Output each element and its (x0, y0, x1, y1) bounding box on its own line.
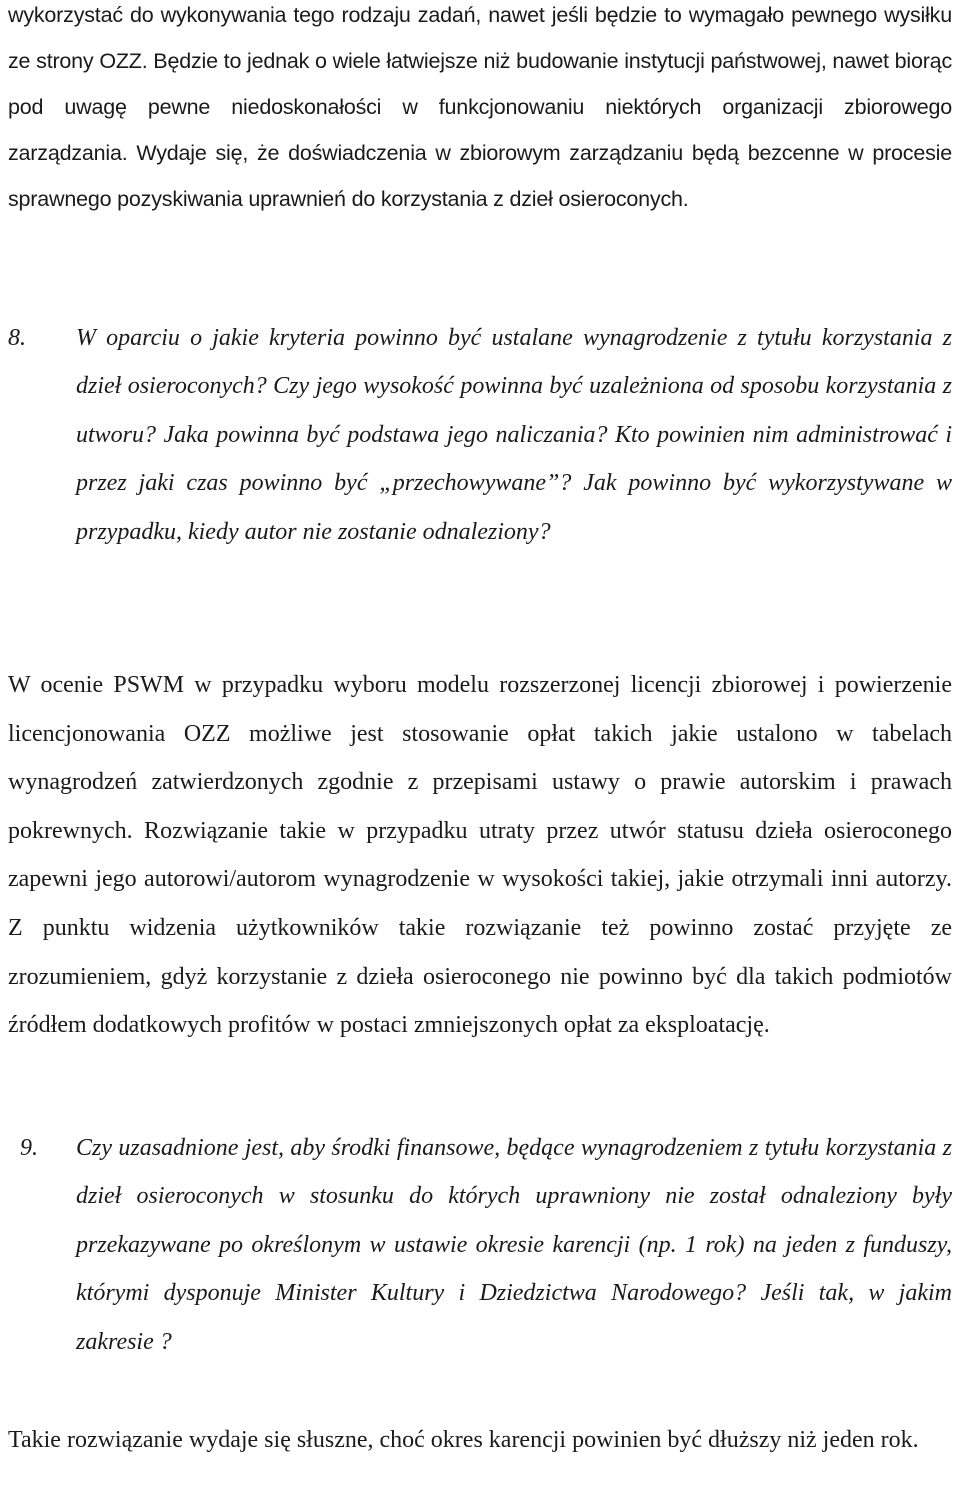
intro-paragraph: wykorzystać do wykonywania tego rodzaju zadań, nawet jeśli będzie to wymagało pewnego wysiłku ze strony OZZ. Będzie to jednak o wiele łatwiejsze niż budowanie instytucji państwowej, nawet biorąc pod uwagę pewne niedoskonałości w funkcjonowaniu niektórych organizacji zbiorowego zarządzania. Wydaje się, że doświadczenia w zbiorowym zarządzaniu będą bezcenne w procesie sprawnego pozyskiwania uprawnień do korzystania z dzieł osieroconych. (8, 3, 952, 211)
question-8-number: 8. (8, 325, 26, 351)
question-9 (20, 1124, 952, 1366)
question-9-number: 9. (20, 1135, 38, 1161)
answer-8-paragraph: W ocenie PSWM w przypadku wyboru modelu rozszerzonej licencji zbiorowej i powierzenie licencjonowania OZZ możliwe jest stosowanie opłat takich jakie ustalono w tabelach wynagrodzeń zatwierdzonych zgodnie z przepisami ustawy o prawie autorskim i prawach pokrewnych. Rozwiązanie takie w przypadku utraty przez utwór statusu dzieła osieroconego zapewni jego autorowi/autorom wynagrodzenie w wysokości takiej, jakie otrzymali inni autorzy. Z punktu widzenia użytkowników takie rozwiązanie też powinno zostać przyjęte ze zrozumieniem, gdyż korzystanie z dzieła osieroconego nie powinno być dla takich podmiotów źródłem dodatkowych profitów w postaci zmniejszonych opłat za eksploatację. (8, 672, 952, 1039)
question-8-text: W oparciu o jakie kryteria powinno być ustalane wynagrodzenie z tytułu korzystania z dzieł osieroconych? Czy jego wysokość powinna być uzależniona od sposobu korzystania z utworu? Jaka powinna być podstawa jego naliczania? Kto powinien nim administrować i przez jaki czas powinno być „przechowywane”? Jak powinno być wykorzystywane w przypadku, kiedy autor nie zostanie odnaleziony? (76, 325, 952, 545)
question-8 (8, 314, 952, 556)
question-9-text: Czy uzasadnione jest, aby środki finansowe, będące wynagrodzeniem z tytułu korzystania z dzieł osieroconych w stosunku do których uprawniony nie został odnaleziony były przekazywane po określonym w ustawie okresie karencji (np. 1 rok) na jeden z funduszy, którymi dysponuje Minister Kultury i Dziedzictwa Narodowego? Jeśli tak, w jakim zakresie ? (76, 1135, 952, 1355)
answer-9-paragraph: Takie rozwiązanie wydaje się słuszne, choć okres karencji powinien być dłuższy niż jeden rok. (8, 1427, 919, 1453)
